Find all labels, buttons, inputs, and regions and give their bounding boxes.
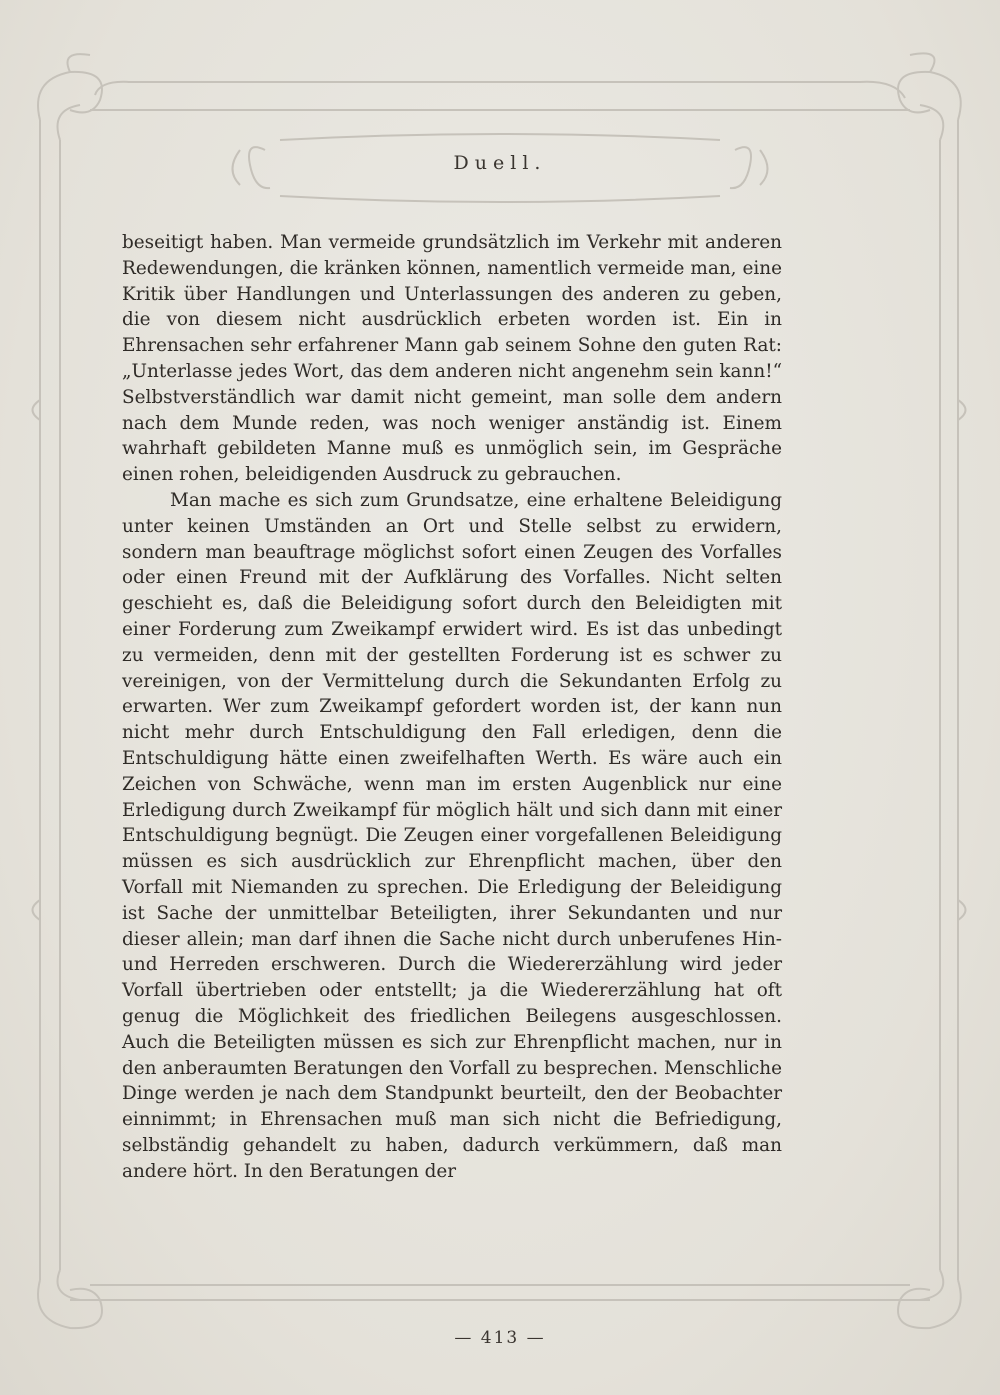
page-number: — 413 — [454,1328,546,1348]
running-header: Duell. [453,152,547,174]
paragraph: Man mache es sich zum Grundsatze, eine erhaltene Beleidigung unter keinen Umständen an Ort und Stelle selbst zu erwidern, sondern man beauftrage möglichst sofort einen Zeugen des Vorfalles oder einen Freund mit der Aufklärung des Vorfalles. Nicht selten geschieht es, daß die Beleidigung sofort durch den Beleidigten mit einer Forderung zum Zweikampf erwidert wird. Es ist das unbedingt zu vermeiden, denn mit der gestellten Forderung ist es schwer zu vereinigen, von der Vermittelung durch die Sekundanten Erfolg zu erwarten. Wer zum Zweikampf gefordert worden ist, der kann nun nicht mehr durch Entschuldigung den Fall erledigen, denn die Entschuldigung hätte einen zweifelhaften Werth. Es wäre auch ein Zeichen von Schwäche, wenn man im ersten Augenblick nur eine Erledigung durch Zweikampf für möglich hält und sich dann mit einer Entschuldigung begnügt. Die Zeugen einer vorgefallenen Beleidigung müssen es sich ausdrücklich zur Ehrenpflicht machen, über den Vorfall mit Niemanden zu sprechen. Die Erledigung der Beleidigung ist Sache der unmittelbar Beteiligten, ihrer Sekundanten und nur dieser allein; man darf ihnen die Sache nicht durch unberufenes Hin- und Herreden erschweren. Durch die Wiedererzählung wird jeder Vorfall übertrieben oder entstellt; ja die Wiedererzählung hat oft genug die Möglichkeit des friedlichen Beilegens ausgeschlossen. Auch die Beteiligten müssen es sich zur Ehrenpflicht machen, nur in den anberaumten Beratungen den Vorfall zu besprechen. Menschliche Dinge werden je nach dem Standpunkt beurteilt, den der Beobachter einnimmt; in Ehrensachen muß man sich nicht die Befriedigung, selbständig gehandelt zu haben, dadurch verkümmern, daß man andere hört. In den Beratungen der [122,489,782,1182]
paragraph: beseitigt haben. Man vermeide grundsätzlich im Verkehr mit anderen Redewendungen, die kränken können, namentlich vermeide man, eine Kritik über Handlungen und Unterlassungen des anderen zu geben, die von diesem nicht ausdrücklich erbeten worden ist. Ein in Ehrensachen sehr erfahrener Mann gab seinem Sohne den guten Rat: „Unterlasse jedes Wort, das dem anderen nicht angenehm sein kann!“ Selbstverständlich war damit nicht gemeint, man solle dem andern nach dem Munde reden, was noch weniger anständig ist. Einem wahrhaft gebildeten Manne muß es unmöglich sein, im Gespräche einen rohen, beleidigenden Ausdruck zu gebrauchen. [122,232,782,486]
body-text [122,230,782,1184]
